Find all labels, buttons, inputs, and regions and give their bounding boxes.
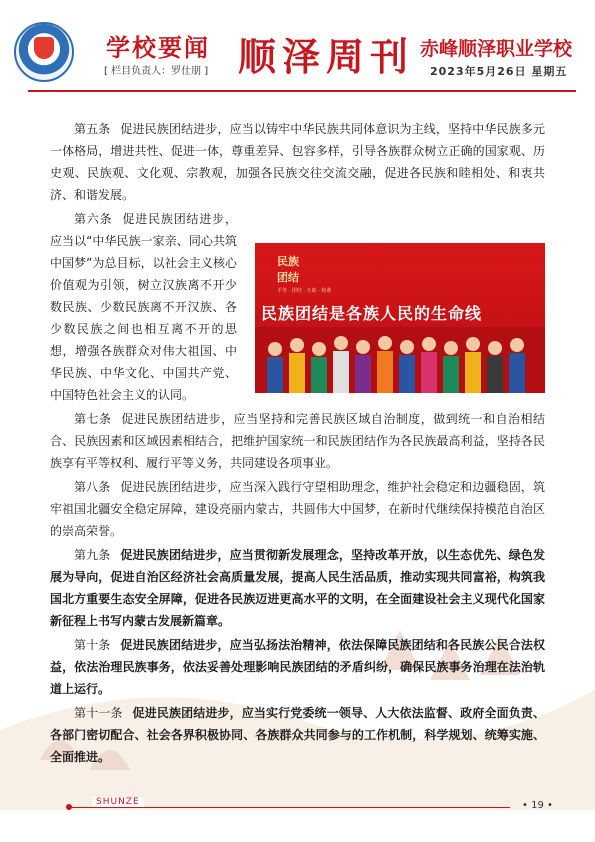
section-editor: [ 栏目负责人：罗仕朋 ]	[104, 66, 209, 77]
page-header	[0, 0, 595, 92]
school-logo	[14, 22, 74, 82]
article-text: 促进民族团结进步，应当实行党委统一领导、人大依法监督、政府全面负责、各部门密切配合、社会各界积极协同、各族群众共同参与的工作机制，科学规划、统筹实施、全面推进。	[50, 706, 545, 764]
poster-small-title-1: 民族	[277, 255, 299, 268]
article-label: 第五条	[74, 122, 111, 136]
article-text: 促进民族团结进步，应当坚持和完善民族区域自治制度，做到统一和自治相结合、民族因素和区域因素相结合，把维护国家统一和民族团结作为各民族最高利益，坚持各民族享有平等权利、履行平等义务，共同建设各项事业。	[50, 412, 545, 470]
page-number: • 19 •	[522, 800, 553, 811]
article-text: 促进民族团结进步，应当以“中华民族一家亲、同心共筑中国梦”为总目标，以社会主义核心价值观为引领，树立汉族离不开少数民族、少数民族离不开汉族、各少数民族之间也相互离不开的思想，增强各族群众对伟大祖国、中华民族、中华文化、中国共产党、中国特色社会主义的认同。	[50, 212, 237, 402]
school-name: 赤峰顺泽职业学校	[420, 38, 573, 60]
poster-tagline: 平等 · 团结 · 互助 · 和谐	[277, 288, 332, 294]
header-divider	[28, 90, 576, 92]
logo-emblem-icon	[34, 37, 54, 59]
poster-slogan: 民族团结是各族人民的生命线	[261, 304, 483, 323]
article-label: 第十条	[74, 638, 111, 652]
article-11	[50, 702, 545, 768]
article-text: 促进民族团结进步，应当深入践行守望相助理念，维护社会稳定和边疆稳固，筑牢祖国北疆安全稳定屏障，建设亮丽内蒙古，共圆伟大中国梦，在新时代继续保持模范自治区的崇高荣誉。	[50, 480, 545, 538]
article-label: 第七条	[74, 412, 112, 426]
article-label: 第十一条	[74, 706, 123, 720]
article-label: 第八条	[74, 480, 111, 494]
article-7	[50, 408, 545, 474]
article-8	[50, 476, 545, 542]
article-body	[50, 118, 545, 770]
article-10	[50, 634, 545, 700]
footer-dot-icon	[66, 804, 72, 810]
poster-small-title-2: 团结	[277, 271, 299, 284]
article-text: 促进民族团结进步，应当弘扬法治精神，依法保障民族团结和各民族公民合法权益，依法治理民族事务，依法妥善处理影响民族团结的矛盾纠纷，确保民族事务治理在法治轨道上运行。	[50, 638, 545, 696]
publication-brand: 顺泽周刊	[238, 35, 415, 79]
article-5	[50, 118, 545, 206]
section-title: 学校要闻	[106, 34, 210, 62]
article-text: 促进民族团结进步，应当贯彻新发展理念，坚持改革开放，以生态优先、绿色发展为导向，促进自治区经济社会高质量发展，提高人民生活品质，推动实现共同富裕，构筑我国北方重要生态安全屏障，促进各民族迈进更高水平的文明，在全面建设社会主义现代化国家新征程上书写内蒙古发展新篇章。	[50, 548, 545, 628]
article-label: 第九条	[74, 548, 111, 562]
issue-date: 2023年5月26日 星期五	[430, 65, 568, 78]
footer-divider	[70, 807, 510, 808]
article-text: 促进民族团结进步，应当以铸牢中华民族共同体意识为主线，坚持中华民族多元一体格局，增进共性、促进一体，尊重差异、包容多样，引导各族群众树立正确的国家观、历史观、民族观、文化观、宗教观，加强各民族交往交流交融，促进各民族和睦相处、和衷共济、和谐发展。	[50, 122, 545, 202]
article-label: 第六条	[74, 212, 113, 226]
article-9	[50, 544, 545, 632]
footer-brand: SHUNZE	[92, 797, 144, 807]
